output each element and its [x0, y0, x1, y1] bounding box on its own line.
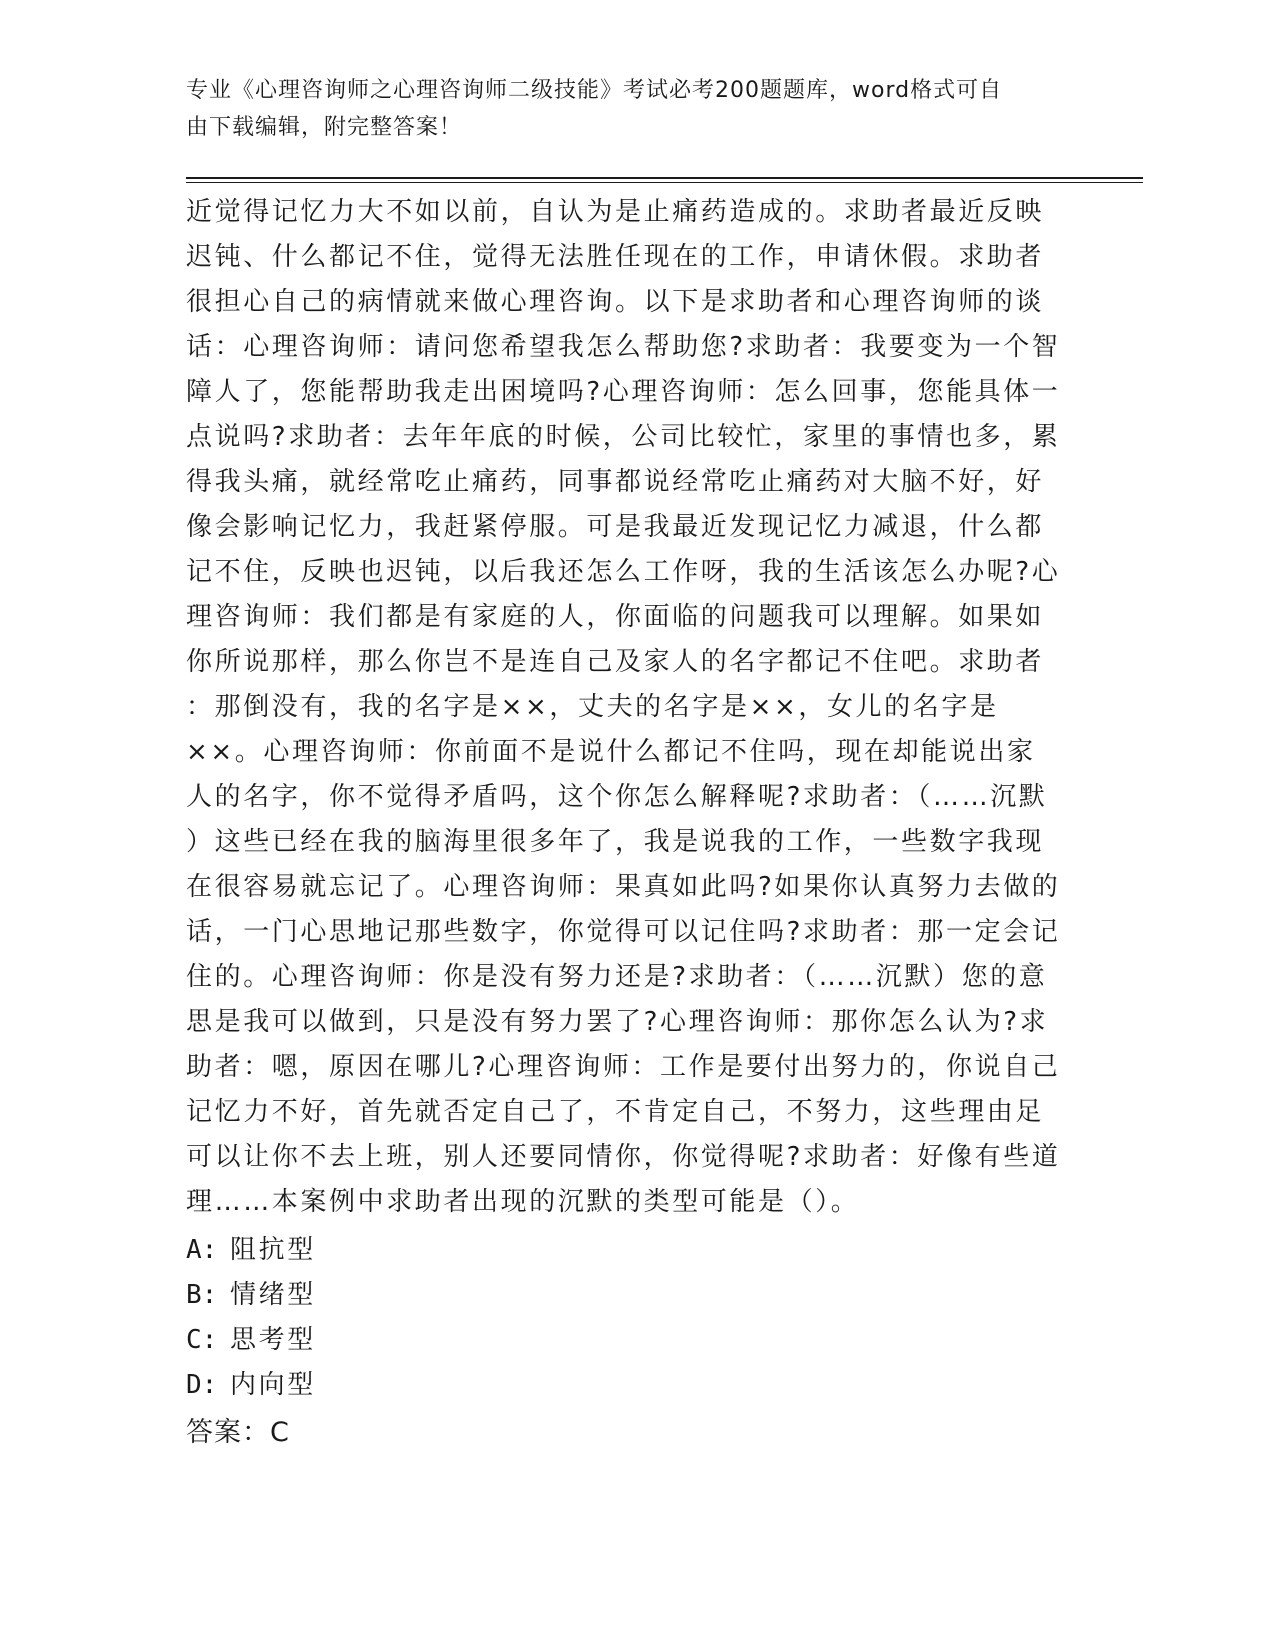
- passage-line: 住的。心理咨询师：你是没有努力还是?求助者：（……沉默）您的意: [186, 962, 1048, 992]
- passage-line: 理咨询师：我们都是有家庭的人，你面临的问题我可以理解。如果如: [186, 602, 1045, 632]
- header-line-2: 由下载编辑，附完整答案！: [186, 115, 463, 140]
- passage-line: 理……本案例中求助者出现的沉默的类型可能是（）。: [186, 1187, 860, 1217]
- option-d: [186, 1363, 316, 1408]
- passage-line: 在很容易就忘记了。心理咨询师：果真如此吗?如果你认真努力去做的: [186, 872, 1061, 902]
- option-text: 阻抗型: [230, 1235, 316, 1265]
- header-line-1: 专业《心理咨询师之心理咨询师二级技能》考试必考200题题库，word格式可自: [186, 78, 1003, 103]
- passage-line: 思是我可以做到，只是没有努力罢了?心理咨询师：那你怎么认为?求: [186, 1007, 1049, 1037]
- passage-line: 记忆力不好，首先就否定自己了，不肯定自己，不努力，这些理由足: [186, 1097, 1045, 1127]
- option-text: 思考型: [230, 1325, 316, 1355]
- passage-line: 你所说那样，那么你岂不是连自己及家人的名字都记不住吧。求助者: [186, 647, 1045, 677]
- header-divider-thin: [186, 182, 1143, 183]
- passage-line: 话，一门心思地记那些数字，你觉得可以记住吗?求助者：那一定会记: [186, 917, 1061, 947]
- passage-line: ）这些已经在我的脑海里很多年了，我是说我的工作，一些数字我现: [186, 827, 1045, 857]
- option-letter: C:: [186, 1325, 218, 1355]
- option-b: [186, 1273, 316, 1318]
- option-a: [186, 1228, 316, 1273]
- passage-line: 点说吗?求助者：去年年底的时候，公司比较忙，家里的事情也多，累: [186, 422, 1061, 452]
- answer-options: [186, 1228, 316, 1408]
- answer-line: 答案：C: [186, 1417, 290, 1448]
- option-c: [186, 1318, 316, 1363]
- passage-line: 话：心理咨询师：请问您希望我怎么帮助您?求助者：我要变为一个智: [186, 332, 1061, 362]
- option-letter: D:: [186, 1370, 218, 1400]
- option-letter: A:: [186, 1235, 218, 1265]
- passage-line: 可以让你不去上班，别人还要同情你，你觉得呢?求助者：好像有些道: [186, 1142, 1061, 1172]
- question-passage: [186, 190, 1066, 1225]
- passage-line: 像会影响记忆力，我赶紧停服。可是我最近发现记忆力减退，什么都: [186, 512, 1045, 542]
- passage-line: 记不住，反映也迟钝，以后我还怎么工作呀，我的生活该怎么办呢?心: [186, 557, 1061, 587]
- passage-line: 得我头痛，就经常吃止痛药，同事都说经常吃止痛药对大脑不好，好: [186, 467, 1045, 497]
- header-divider-thick: [186, 177, 1143, 179]
- option-text: 内向型: [230, 1370, 316, 1400]
- option-text: 情绪型: [230, 1280, 316, 1310]
- passage-line: 近觉得记忆力大不如以前，自认为是止痛药造成的。求助者最近反映: [186, 197, 1045, 227]
- passage-line: 人的名字，你不觉得矛盾吗，这个你怎么解释呢?求助者：（……沉默: [186, 782, 1048, 812]
- passage-line: 很担心自己的病情就来做心理咨询。以下是求助者和心理咨询师的谈: [186, 287, 1045, 317]
- passage-line: ××。心理咨询师：你前面不是说什么都记不住吗，现在却能说出家: [186, 737, 1036, 767]
- option-letter: B:: [186, 1280, 218, 1310]
- passage-line: 障人了，您能帮助我走出困境吗?心理咨询师：怎么回事，您能具体一: [186, 377, 1061, 407]
- passage-line: 助者：嗯，原因在哪儿?心理咨询师：工作是要付出努力的，你说自己: [186, 1052, 1061, 1082]
- passage-line: 迟钝、什么都记不住，觉得无法胜任现在的工作，申请休假。求助者: [186, 242, 1045, 272]
- document-header: [186, 72, 1066, 146]
- passage-line: ：那倒没有，我的名字是××，丈夫的名字是××，女儿的名字是: [186, 692, 999, 722]
